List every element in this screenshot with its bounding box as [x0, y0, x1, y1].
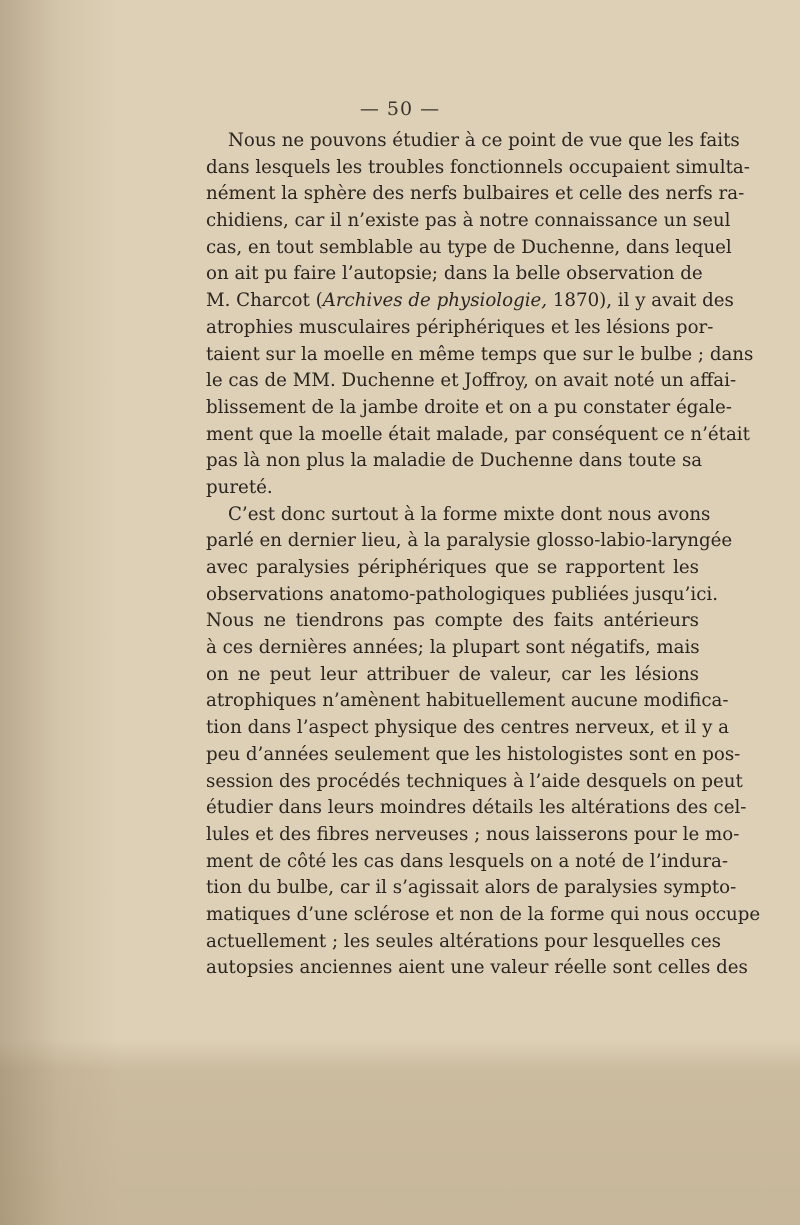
text-line: on ne peut leur attribuer de valeur, car les lésions [206, 663, 699, 685]
body-text [206, 128, 761, 982]
text-line: chidiens, car il n’existe pas à notre connaissance un seul [206, 210, 731, 232]
text-line: avec paralysies périphériques que se rapportent les [206, 557, 699, 578]
text-line: ment de côté les cas dans lesquels on a noté de l’indura- [206, 850, 729, 872]
text-line: pas là non plus la maladie de Duchenne dans toute sa [206, 450, 703, 472]
text-line: ment que la moelle était malade, par conséquent ce n’était [206, 423, 750, 445]
text-line: dans lesquels les troubles fonctionnels occupaient simulta- [206, 156, 750, 178]
text-line: tion dans l’aspect physique des centres nerveux, et il y a [206, 717, 729, 739]
text-line: session des procédés techniques à l’aide desquels on peut [206, 770, 743, 792]
text-line: le cas de MM. Duchenne et Joffroy, on avait noté un affai- [206, 370, 737, 392]
text-fragment: M. Charcot ( [206, 290, 323, 312]
text-line: C’est donc surtout à la forme mixte dont nous avons [228, 503, 711, 525]
text-line: observations anatomo-pathologiques publiées jusqu’ici. [206, 583, 719, 605]
text-line: blissement de la jambe droite et on a pu constater égale- [206, 396, 732, 418]
text-line: on ait pu faire l’autopsie; dans la belle observation de [206, 263, 703, 285]
text-line: Nous ne tiendrons pas compte des faits antérieurs [206, 610, 699, 632]
text-line: pureté. [206, 476, 273, 498]
citation-title: Archives de physiologie, [322, 290, 548, 312]
text-line [206, 288, 734, 315]
text-line: étudier dans leurs moindres détails les altérations des cel- [206, 797, 747, 819]
text-line: atrophies musculaires périphériques et les lésions por- [206, 316, 714, 338]
text-line: tion du bulbe, car il s’agissait alors de paralysies sympto- [206, 877, 737, 899]
text-line: parlé en dernier lieu, à la paralysie glosso-labio-laryngée [206, 530, 733, 552]
text-line: lules et des fibres nerveuses ; nous laisserons pour le mo- [206, 823, 740, 845]
text-fragment: 1870), il y avait des [547, 290, 734, 312]
text-line: nément la sphère des nerfs bulbaires et celle des nerfs ra- [206, 183, 745, 205]
page-number: — 50 — [359, 98, 441, 120]
text-line: Nous ne pouvons étudier à ce point de vue que les faits [228, 130, 740, 151]
text-line: taient sur la moelle en même temps que sur le bulbe ; dans [206, 343, 754, 365]
text-line: matiques d’une sclérose et non de la forme qui nous occupe [206, 903, 761, 925]
text-line: autopsies anciennes aient une valeur réelle sont celles des [206, 957, 748, 979]
text-line: cas, en tout semblable au type de Duchenne, dans lequel [206, 236, 732, 258]
text-line: actuellement ; les seules altérations pour lesquelles ces [206, 930, 721, 952]
text-line: à ces dernières années; la plupart sont négatifs, mais [206, 637, 700, 659]
text-line: peu d’années seulement que les histologistes sont en pos- [206, 743, 741, 765]
text-line: atrophiques n’amènent habituellement aucune modifica- [206, 690, 729, 712]
